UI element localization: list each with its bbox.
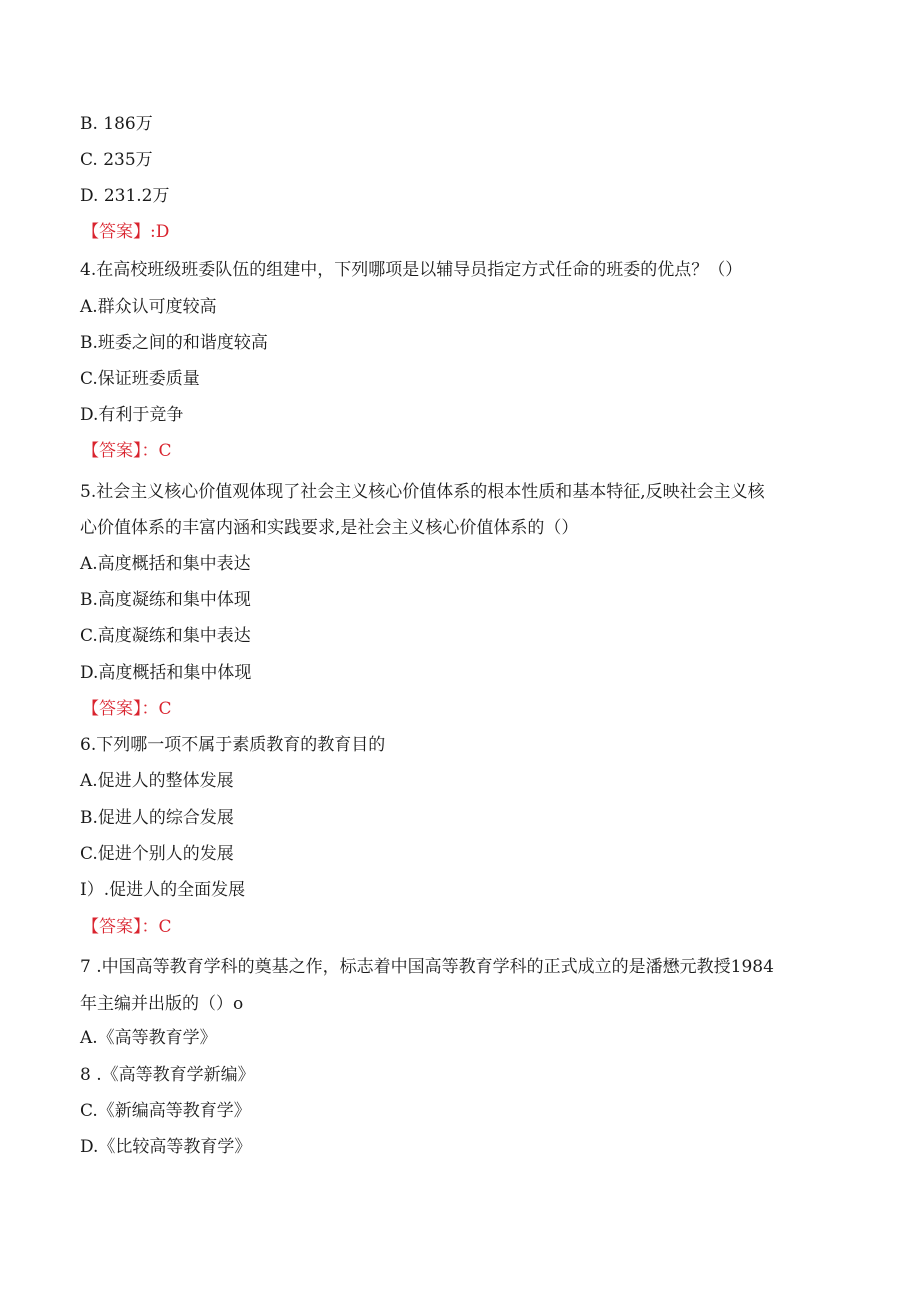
q6-stem: 6.下列哪一项不属于素质教育的教育目的 <box>80 735 386 755</box>
q3-option-b: B. 186万 <box>80 114 153 134</box>
q6-option-a: A.促进人的整体发展 <box>80 771 234 791</box>
answer-value: ：C <box>141 699 172 719</box>
answer-value: ：C <box>141 441 172 461</box>
q7-stem-line2: 年主编并出版的（）o <box>80 994 244 1014</box>
q4-option-b: B.班委之间的和谐度较高 <box>80 333 268 353</box>
q7-stem-line1: 7 .中国高等教育学科的奠基之作，标志着中国高等教育学科的正式成立的是潘懋元教授1984 <box>80 957 774 977</box>
q4-answer <box>82 440 172 462</box>
q3-option-c: C. 235万 <box>80 150 153 170</box>
q5-option-c: C.高度凝练和集中表达 <box>80 626 251 646</box>
q5-stem-line2: 心价值体系的丰富内涵和实践要求,是社会主义核心价值体系的（） <box>80 518 579 538</box>
q6-option-b: B.促进人的综合发展 <box>80 808 234 828</box>
q5-stem-line1: 5.社会主义核心价值观体现了社会主义核心价值体系的根本性质和基本特征,反映社会主义核 <box>80 482 765 502</box>
q4-stem: 4.在高校班级班委队伍的组建中，下列哪项是以辅导员指定方式任命的班委的优点？（） <box>80 260 743 280</box>
q4-option-c: C.保证班委质量 <box>80 369 200 389</box>
answer-value: ：C <box>141 917 172 937</box>
q6-option-c: C.促进个别人的发展 <box>80 844 234 864</box>
q7-option-c: C.《新编高等教育学》 <box>80 1101 251 1121</box>
answer-label: 【答案】 <box>82 441 142 461</box>
q5-option-a: A.高度概括和集中表达 <box>80 554 251 574</box>
q3-answer <box>82 221 169 243</box>
q7-option-d: D.《比较高等教育学》 <box>80 1137 252 1157</box>
q5-answer <box>82 698 172 720</box>
q3-option-d: D. 231.2万 <box>80 186 170 206</box>
q7-option-a: A.《高等教育学》 <box>80 1028 217 1048</box>
q6-answer <box>82 916 172 938</box>
q6-option-d: I）.促进人的全面发展 <box>80 880 246 900</box>
answer-label: 【答案】 <box>82 917 142 937</box>
q5-option-d: D.高度概括和集中体现 <box>80 663 252 683</box>
q7-option-b: 8 .《高等教育学新编》 <box>80 1065 255 1085</box>
q4-option-d: D.有利于竞争 <box>80 405 184 425</box>
answer-label: 【答案】 <box>82 222 150 242</box>
answer-value: :D <box>150 222 170 242</box>
answer-label: 【答案】 <box>82 699 142 719</box>
q5-option-b: B.高度凝练和集中体现 <box>80 590 251 610</box>
q4-option-a: A.群众认可度较高 <box>80 297 217 317</box>
